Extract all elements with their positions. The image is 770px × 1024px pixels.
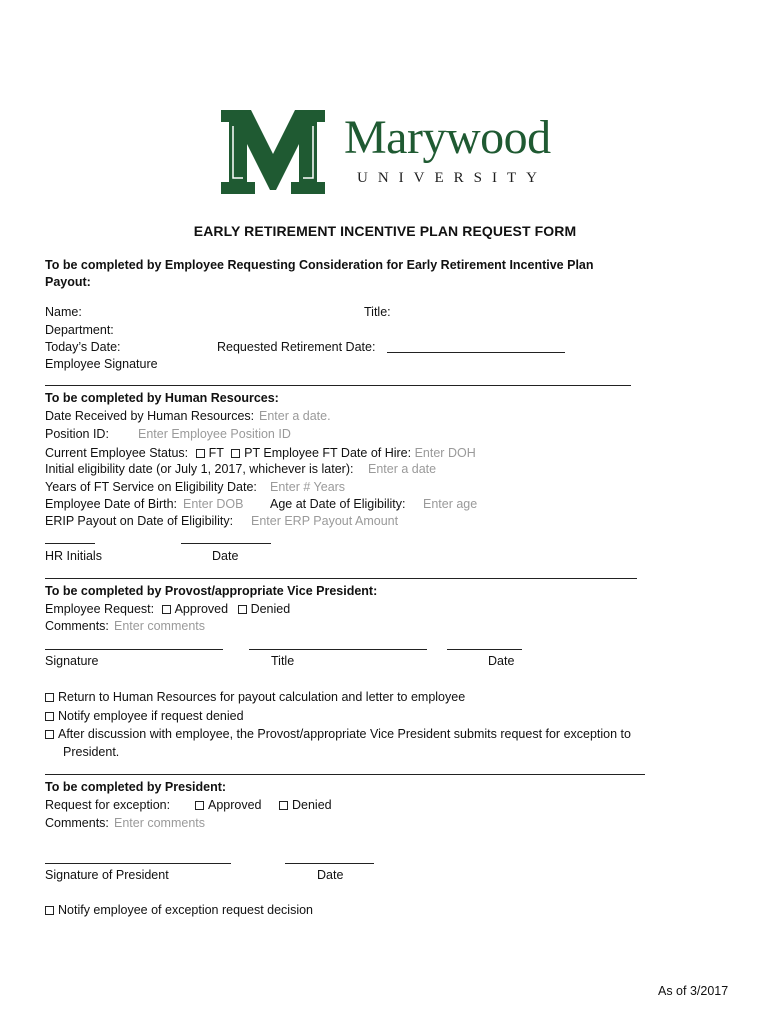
return-hr-checkbox[interactable] (45, 693, 54, 702)
provost-title-label: Title (271, 654, 295, 668)
employee-request-row (45, 601, 290, 618)
option-return-hr (45, 689, 465, 706)
provost-heading: To be completed by Provost/appropriate Vice President: (45, 584, 378, 598)
provost-comments-label: Comments: (45, 619, 109, 633)
provost-title-line[interactable] (249, 649, 427, 650)
provost-signature-line[interactable] (45, 649, 223, 650)
provost-comments-field[interactable]: Enter comments (114, 619, 206, 633)
pt-checkbox[interactable] (231, 449, 240, 458)
date-of-hire-field[interactable]: Enter DOH (414, 446, 476, 460)
department-label: Department: (45, 323, 114, 337)
approved-checkbox[interactable] (162, 605, 171, 614)
age-eligibility-label: Age at Date of Eligibility: (270, 497, 406, 511)
president-approved-checkbox[interactable] (195, 801, 204, 810)
revision-date: As of 3/2017 (658, 984, 729, 998)
hr-initials-line[interactable] (45, 543, 95, 544)
date-received-field[interactable]: Enter a date. (259, 409, 331, 423)
notify-exception-label: Notify employee of exception request decision (58, 903, 314, 917)
notify-exception-checkbox[interactable] (45, 906, 54, 915)
notify-denied-label: Notify employee if request denied (58, 709, 244, 723)
dob-label: Employee Date of Birth: (45, 497, 178, 511)
requested-retirement-date-label: Requested Retirement Date: (217, 340, 376, 354)
section-divider (45, 385, 631, 386)
president-heading: To be completed by President: (45, 780, 227, 794)
years-service-field[interactable]: Enter # Years (270, 480, 346, 494)
position-id-label: Position ID: (45, 427, 109, 441)
date-received-label: Date Received by Human Resources: (45, 409, 255, 423)
logo-university: UNIVERSITY (357, 170, 547, 186)
erip-payout-field[interactable]: Enter ERP Payout Amount (251, 514, 399, 528)
denied-checkbox[interactable] (238, 605, 247, 614)
president-denied-label: Denied (292, 798, 332, 812)
exception-checkbox[interactable] (45, 730, 54, 739)
dob-field[interactable]: Enter DOB (183, 497, 244, 511)
president-approved-option (195, 797, 262, 814)
option-notify-denied (45, 708, 244, 725)
approved-label: Approved (174, 602, 229, 616)
option-exception (45, 726, 631, 743)
age-eligibility-field[interactable]: Enter age (423, 497, 478, 511)
president-denied-checkbox[interactable] (279, 801, 288, 810)
logo-wordmark: Marywood (344, 111, 551, 164)
requested-date-line[interactable] (387, 352, 565, 353)
hr-date-label: Date (212, 549, 239, 563)
title-label: Title: (364, 305, 391, 319)
exception-request-label: Request for exception: (45, 798, 171, 812)
provost-date-line[interactable] (447, 649, 522, 650)
employee-request-label: Employee Request: (45, 602, 155, 616)
hr-heading: To be completed by Human Resources: (45, 391, 279, 405)
ft-label: FT (208, 446, 224, 460)
section-divider (45, 578, 637, 579)
provost-signature-label: Signature (45, 654, 99, 668)
employee-status-row (45, 445, 476, 462)
exception-label: After discussion with employee, the Provost/appropriate Vice President submits request for exception to (58, 727, 631, 741)
notify-exception-option (45, 902, 313, 919)
president-comments-field[interactable]: Enter comments (114, 816, 206, 830)
employee-heading-line2: Payout: (45, 275, 91, 289)
return-hr-label: Return to Human Resources for payout calculation and letter to employee (58, 690, 466, 704)
notify-denied-checkbox[interactable] (45, 712, 54, 721)
exception-label-line2: President. (63, 745, 120, 759)
form-title: EARLY RETIREMENT INCENTIVE PLAN REQUEST FORM (193, 223, 577, 239)
president-date-label: Date (317, 868, 344, 882)
president-signature-line[interactable] (45, 863, 231, 864)
todays-date-label: Today’s Date: (45, 340, 121, 354)
provost-date-label: Date (488, 654, 515, 668)
employee-signature-label: Employee Signature (45, 357, 158, 371)
employee-heading-line1: To be completed by Employee Requesting Consideration for Early Retirement Incentive Plan (45, 258, 594, 272)
president-date-line[interactable] (285, 863, 374, 864)
erip-payout-label: ERIP Payout on Date of Eligibility: (45, 514, 234, 528)
ft-checkbox[interactable] (196, 449, 205, 458)
name-label: Name: (45, 305, 82, 319)
initial-eligibility-field[interactable]: Enter a date (368, 462, 437, 476)
hr-date-line[interactable] (181, 543, 271, 544)
position-id-field[interactable]: Enter Employee Position ID (138, 427, 291, 441)
president-signature-label: Signature of President (45, 868, 169, 882)
initial-eligibility-label: Initial eligibility date (or July 1, 2017, whichever is later): (45, 462, 354, 476)
employee-status-label: Current Employee Status: (45, 446, 189, 460)
section-divider (45, 774, 645, 775)
hr-initials-label: HR Initials (45, 549, 102, 563)
denied-label: Denied (250, 602, 291, 616)
marywood-m-logo (219, 108, 327, 196)
years-service-label: Years of FT Service on Eligibility Date: (45, 480, 257, 494)
pt-hire-label: PT Employee FT Date of Hire: (244, 446, 412, 460)
president-comments-label: Comments: (45, 816, 109, 830)
president-approved-label: Approved (208, 798, 262, 812)
president-denied-option (279, 797, 332, 814)
